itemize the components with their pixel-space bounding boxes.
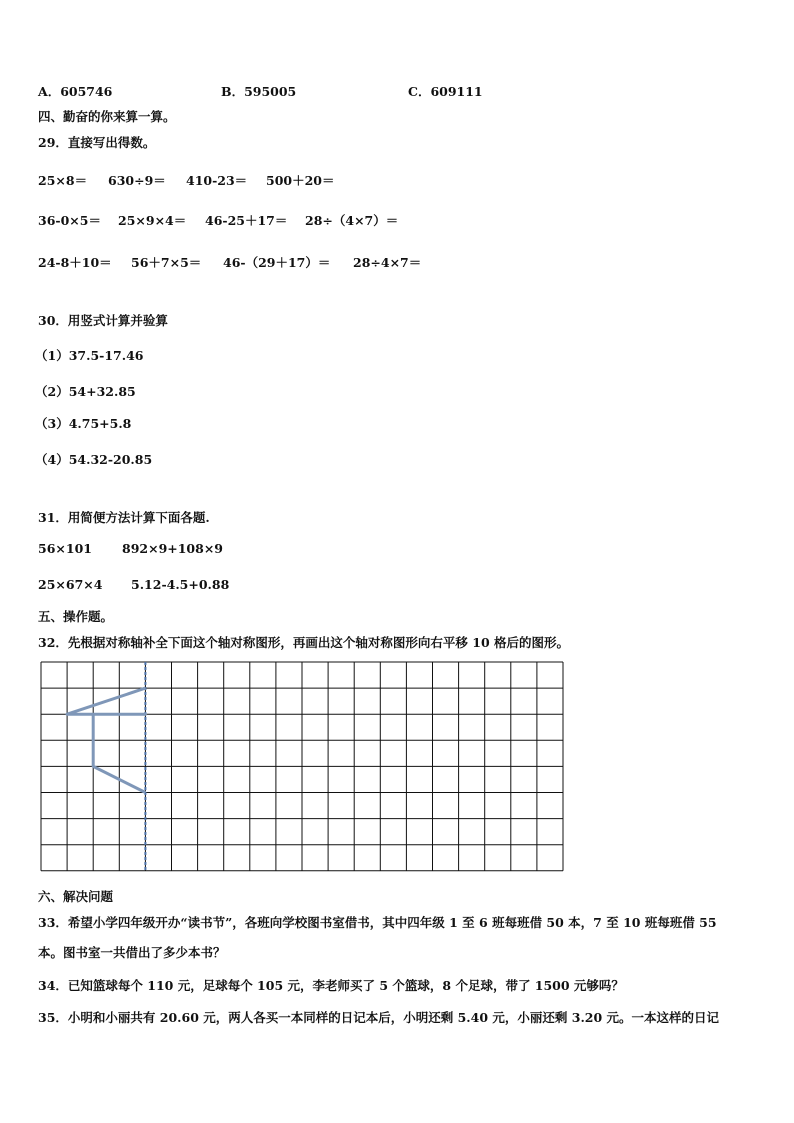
q30-item-3: （3）4.75+5.8 xyxy=(35,416,132,431)
q29-item: 46-（29＋17）＝ xyxy=(223,255,331,270)
q29-item: 28÷（4×7）＝ xyxy=(305,213,399,228)
q35: 35．小明和小丽共有 20.60 元，两人各买一本同样的日记本后，小明还剩 5.40 元，小丽还剩 3.20 元。一本这样的日记 xyxy=(38,1010,720,1025)
q33-line-2: 本。图书室一共借出了多少本书？ xyxy=(38,945,226,960)
q33-line-1: 33．希望小学四年级开办“读书节”，各班向学校图书室借书，其中四年级 1 至 6 班每班借 50 本，7 至 10 班每班借 55 xyxy=(38,915,717,930)
option-c: C．609111 xyxy=(408,84,483,99)
q31-title: 31．用简便方法计算下面各题. xyxy=(38,510,210,525)
q29-item: 28÷4×7＝ xyxy=(353,255,422,270)
q30-item-4: （4）54.32-20.85 xyxy=(35,452,153,467)
q30-title: 30．用竖式计算并验算 xyxy=(38,313,168,328)
section-4-title: 四、勤奋的你来算一算。 xyxy=(38,109,176,124)
q29-item: 500＋20＝ xyxy=(266,173,335,188)
option-b: B．595005 xyxy=(221,84,297,99)
q34: 34．已知篮球每个 110 元，足球每个 105 元，李老师买了 5 个篮球，8 个足球，带了 1500 元够吗？ xyxy=(38,978,624,993)
grid-lines xyxy=(41,662,563,871)
q32-title: 32．先根据对称轴补全下面这个轴对称图形，再画出这个轴对称图形向右平移 10 格后的图形。 xyxy=(38,635,569,650)
q30-item-2: （2）54+32.85 xyxy=(35,384,136,399)
q29-item: 56＋7×5＝ xyxy=(131,255,202,270)
q29-item: 24-8＋10＝ xyxy=(38,255,112,270)
q31-item: 5.12-4.5+0.88 xyxy=(131,577,230,592)
section-5-title: 五、操作题。 xyxy=(38,609,114,624)
q31-item: 56×101 xyxy=(38,541,92,556)
q29-item: 630÷9＝ xyxy=(108,173,166,188)
option-a: A．605746 xyxy=(38,84,113,99)
q31-item: 892×9+108×9 xyxy=(122,541,224,556)
q29-item: 25×8＝ xyxy=(38,173,88,188)
q29-item: 25×9×4＝ xyxy=(118,213,187,228)
q29-item: 46-25＋17＝ xyxy=(205,213,288,228)
q29-item: 36-0×5＝ xyxy=(38,213,101,228)
q30-item-1: （1）37.5-17.46 xyxy=(35,348,144,363)
q29-item: 410-23＝ xyxy=(186,173,248,188)
symmetry-grid xyxy=(40,661,564,881)
section-6-title: 六、解决问题 xyxy=(38,889,114,904)
q31-item: 25×67×4 xyxy=(38,577,103,592)
q29-title: 29．直接写出得数。 xyxy=(38,135,156,150)
